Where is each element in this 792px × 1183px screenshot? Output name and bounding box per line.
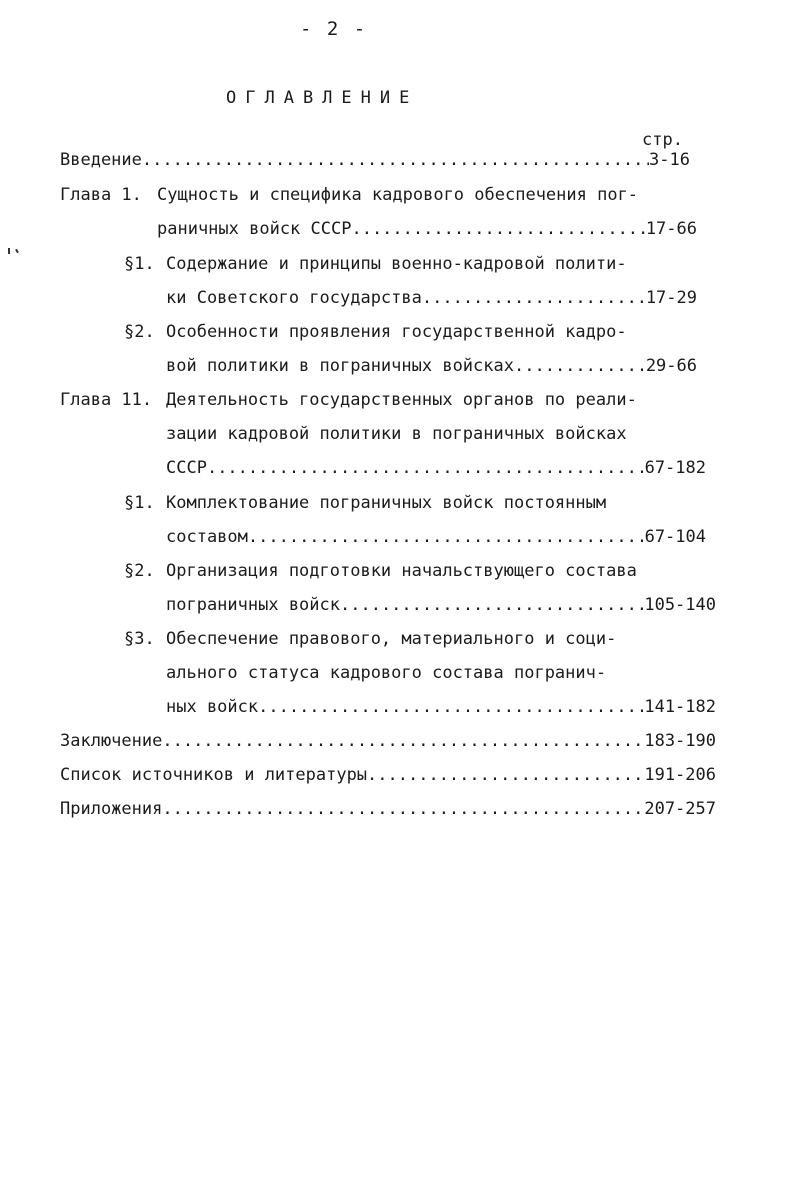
leader-dots — [162, 729, 644, 753]
section-title-line[interactable]: Содержание и принципы военно-кадровой полити- — [166, 254, 627, 274]
section-marker: §2. — [124, 322, 155, 342]
toc-entry-pages: 17-66 — [645, 219, 697, 239]
page-number: - 2 - — [300, 18, 368, 40]
toc-entry-pages: 183-190 — [644, 731, 716, 751]
section-marker: §3. — [124, 629, 155, 649]
toc-entry-title: вой политики в пограничных войсках — [166, 356, 514, 376]
toc-entry-pages: 105-140 — [644, 595, 716, 615]
toc-entry-pages: 191-206 — [644, 765, 716, 785]
toc-entry-title: Введение — [60, 150, 142, 170]
leader-dots — [422, 286, 646, 310]
chapter-title-line[interactable]: Сущность и специфика кадрового обеспечения пог- — [157, 185, 639, 205]
leader-dots — [162, 797, 644, 821]
chapter-label: Глава 11. — [60, 390, 153, 410]
toc-entry-ch2-section-1[interactable] — [166, 525, 706, 549]
toc-entry-title: ки Советского государства — [166, 288, 422, 308]
toc-entry-chapter-1[interactable] — [157, 217, 697, 241]
section-title-line[interactable]: Организация подготовки начальствующего состава — [166, 561, 637, 581]
toc-entry-ch2-section-3[interactable] — [166, 695, 716, 719]
toc-entry-pages: 3-16 — [649, 150, 690, 170]
chapter-label: Глава 1. — [60, 185, 142, 205]
toc-entry-pages: 29-66 — [645, 356, 697, 376]
page-column-label: стр. — [642, 130, 683, 150]
scan-artifact — [8, 248, 10, 254]
leader-dots — [367, 763, 644, 787]
page-title: ОГЛАВЛЕНИЕ — [226, 88, 419, 108]
leader-dots — [351, 217, 645, 241]
toc-entry-appendices[interactable] — [60, 797, 716, 821]
toc-entry-chapter-2[interactable] — [166, 456, 706, 480]
leader-dots — [142, 148, 649, 172]
toc-entry-title: раничных войск СССР — [157, 219, 352, 239]
toc-entry-introduction[interactable] — [60, 148, 690, 172]
section-marker: §1. — [124, 493, 155, 513]
leader-dots — [248, 525, 645, 549]
section-marker: §2. — [124, 561, 155, 581]
toc-entry-ch1-section-1[interactable] — [166, 286, 697, 310]
toc-entry-pages: 207-257 — [644, 799, 716, 819]
toc-entry-title: Приложения — [60, 799, 163, 819]
leader-dots — [207, 456, 645, 480]
toc-entry-conclusion[interactable] — [60, 729, 716, 753]
section-title-line[interactable]: Особенности проявления государственной кадро- — [166, 322, 627, 342]
section-title-line[interactable]: Комплектование пограничных войск постоянным — [166, 493, 607, 513]
section-title-line[interactable]: Обеспечение правового, материального и соци- — [166, 629, 617, 649]
toc-entry-sources[interactable] — [60, 763, 716, 787]
toc-entry-pages: 67-104 — [644, 527, 706, 547]
toc-entry-title: составом — [166, 527, 248, 547]
toc-entry-title: пограничных войск — [166, 595, 340, 615]
toc-entry-pages: 17-29 — [645, 288, 697, 308]
toc-entry-pages: 67-182 — [644, 458, 706, 478]
scan-artifact — [15, 249, 19, 253]
toc-entry-pages: 141-182 — [644, 697, 716, 717]
section-marker: §1. — [124, 254, 155, 274]
toc-entry-title: Заключение — [60, 731, 163, 751]
leader-dots — [340, 593, 644, 617]
toc-entry-ch1-section-2[interactable] — [166, 354, 697, 378]
toc-entry-title: Список источников и литературы — [60, 765, 368, 785]
toc-entry-title: СССР — [166, 458, 207, 478]
chapter-title-line[interactable]: Деятельность государственных органов по реали- — [166, 390, 637, 410]
chapter-title-line[interactable]: зации кадровой политики в пограничных войсках — [166, 424, 627, 444]
leader-dots — [514, 354, 646, 378]
leader-dots — [258, 695, 644, 719]
toc-entry-ch2-section-2[interactable] — [166, 593, 716, 617]
toc-entry-title: ных войск — [166, 697, 259, 717]
section-title-line[interactable]: ального статуса кадрового состава погранич- — [166, 663, 607, 683]
